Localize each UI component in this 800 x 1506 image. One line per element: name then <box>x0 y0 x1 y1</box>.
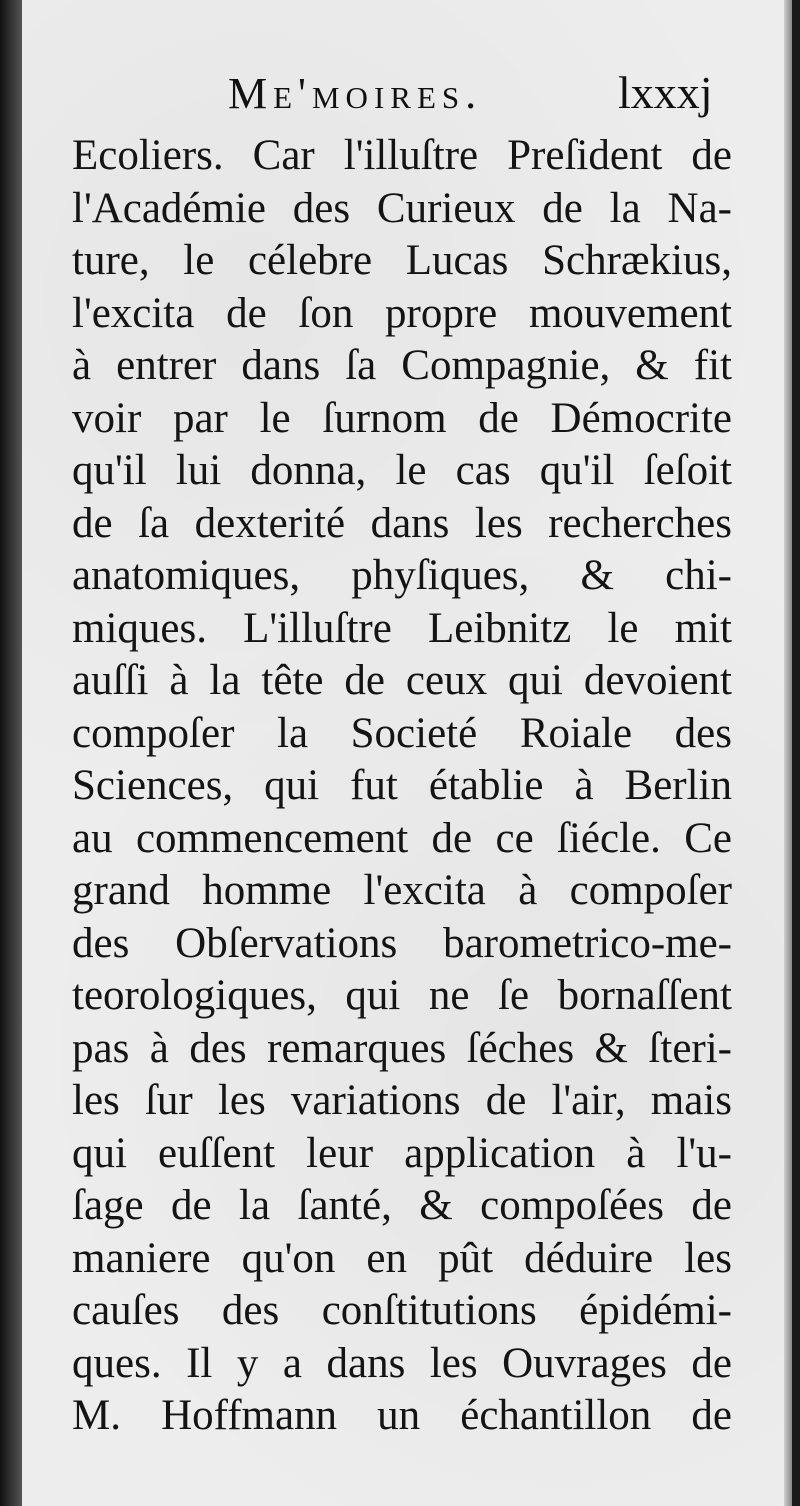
text-line: voir par le ſurnom de Démocrite <box>72 394 732 442</box>
text-line: au commencement de ce ſiécle. Ce <box>72 814 732 862</box>
page-number: lxxxj <box>618 67 713 118</box>
text-line: les ſur les variations de l'air, mais <box>72 1077 732 1124</box>
text-line: de ſa dexterité dans les recherches <box>72 499 732 547</box>
text-line: Ecoliers. Car l'illuſtre Preſident de <box>72 132 732 179</box>
text-line: grand homme l'excita à compoſer <box>72 867 732 914</box>
body-text <box>72 130 732 1443</box>
page-header <box>22 62 792 122</box>
text-line: pas à des remarques ſéches & ſteri- <box>72 1024 732 1072</box>
text-line: Sciences, qui fut établie à Berlin <box>72 762 732 809</box>
text-line: auſſi à la tête de ceux qui devoient <box>72 657 732 704</box>
text-line: à entrer dans ſa Compagnie, & fit <box>72 342 732 389</box>
text-line: qu'il lui donna, le cas qu'il ſeſoit <box>72 447 732 494</box>
text-line: ture, le célebre Lucas Schrækius, <box>72 237 732 284</box>
text-line: ques. Il y a dans les Ouvrages de <box>72 1339 732 1387</box>
text-line: l'Académie des Curieux de la Na- <box>72 184 732 232</box>
running-title: Me'moires. <box>228 69 483 118</box>
text-line: ſage de la ſanté, & compoſées de <box>72 1182 732 1229</box>
text-line: maniere qu'on en pût déduire les <box>72 1234 732 1282</box>
text-line: cauſes des conſtitutions épidémi- <box>72 1287 732 1334</box>
book-page <box>22 0 792 1506</box>
text-line: qui euſſent leur application à l'u- <box>72 1129 732 1177</box>
text-line: teorologiques, qui ne ſe bornaſſent <box>72 972 732 1019</box>
binding-gutter <box>0 0 22 1506</box>
text-line: M. Hoffmann un échantillon de <box>72 1392 732 1439</box>
text-line: des Obſervations barometrico-me- <box>72 919 732 967</box>
text-line: anatomiques, phyſiques, & chi- <box>72 552 732 599</box>
page-edge <box>784 0 792 1506</box>
text-line: miques. L'illuſtre Leibnitz le mit <box>72 604 732 652</box>
text-line: l'excita de ſon propre mouvement <box>72 289 732 337</box>
text-line: compoſer la Societé Roiale des <box>72 709 732 757</box>
